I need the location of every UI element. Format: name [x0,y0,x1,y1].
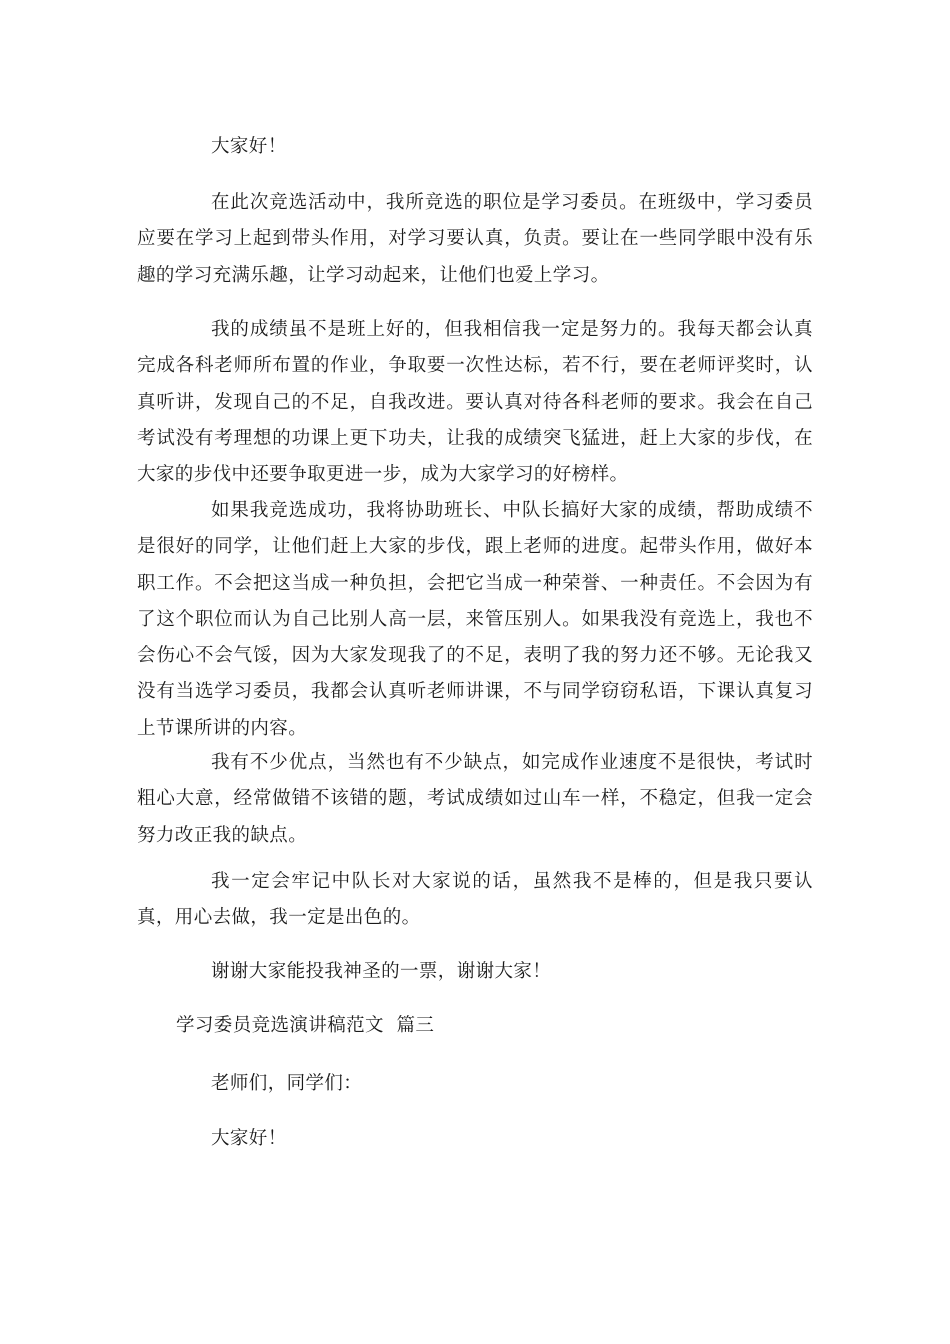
paragraph-1: 在此次竞选活动中，我所竞选的职位是学习委员。在班级中，学习委员应要在学习上起到带头作用，对学习要认真，负责。要让在一些同学眼中没有乐趣的学习充满乐趣，让学习动起来，让他们也爱上学习。 [137,192,813,286]
hello-line: 大家好！ [211,1128,287,1149]
paragraph-greeting: 大家好！ [211,136,287,157]
paragraph-thanks: 谢谢大家能投我神圣的一票，谢谢大家！ [211,961,552,982]
paragraph-2: 我的成绩虽不是班上好的，但我相信我一定是努力的。我每天都会认真完成各科老师所布置的作业，争取要一次性达标，若不行，要在老师评奖时，认真听讲，发现自己的不足，自我改进。要认真对待各科老师的要求。我会在自己考试没有考理想的功课上更下功夫，让我的成绩突飞猛进，赶上大家的步伐，在大家的步伐中还要争取更进一步，成为大家学习的好榜样。 [137,319,813,486]
paragraph-4: 我有不少优点，当然也有不少缺点，如完成作业速度不是很快，考试时粗心大意，经常做错不该错的题，考试成绩如过山车一样，不稳定，但我一定会努力改正我的缺点。 [137,752,813,846]
paragraph-5: 我一定会牢记中队长对大家说的话，虽然我不是棒的，但是我只要认真，用心去做，我一定是出色的。 [137,871,813,929]
section-title: 学习委员竞选演讲稿范文 篇三 [176,1015,435,1036]
greeting-line: 老师们，同学们： [211,1073,363,1094]
paragraph-3: 如果我竞选成功，我将协助班长、中队长搞好大家的成绩，帮助成绩不是很好的同学，让他们赶上大家的步伐，跟上老师的进度。起带头作用，做好本职工作。不会把这当成一种负担，会把它当成一种荣誉、一种责任。不会因为有了这个职位而认为自己比别人高一层，来管压别人。如果我没有竞选上，我也不会伤心不会气馁，因为大家发现我了的不足，表明了我的努力还不够。无论我又没有当选学习委员，我都会认真听老师讲课，不与同学窃窃私语，下课认真复习上节课所讲的内容。 [137,500,813,739]
